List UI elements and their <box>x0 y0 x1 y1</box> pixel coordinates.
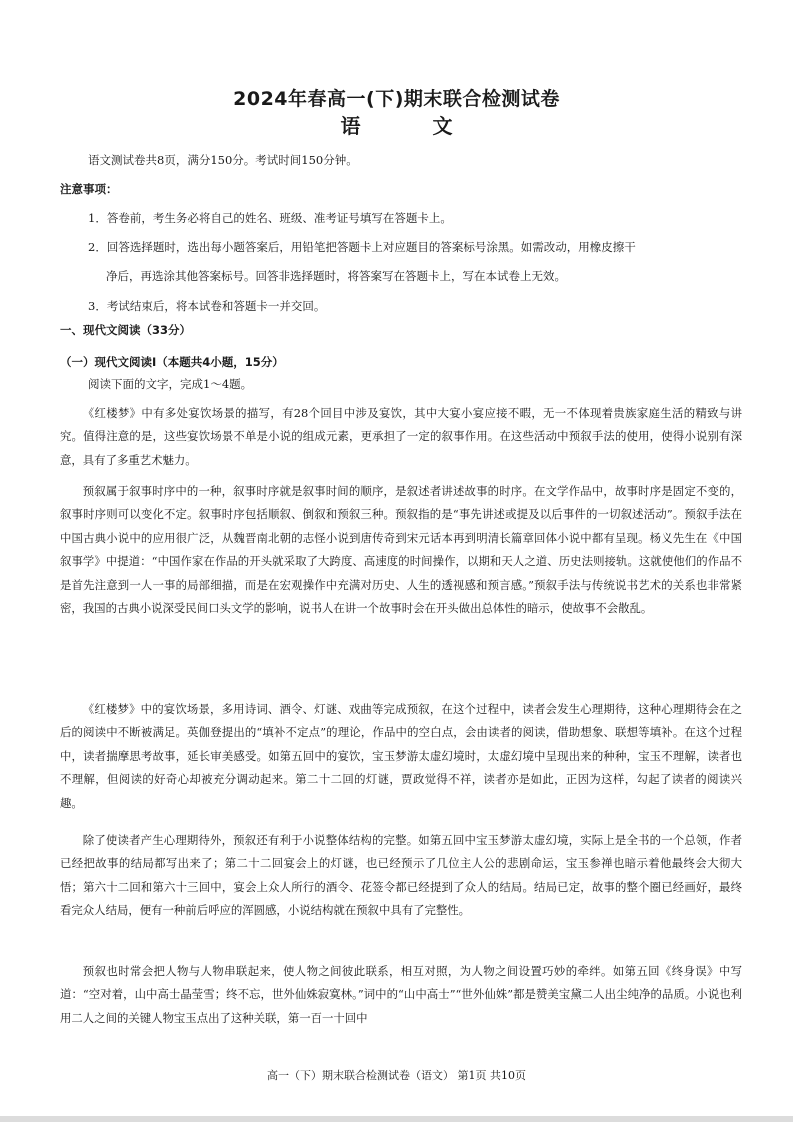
exam-title: 2024年春高一(下)期末联合检测试卷 <box>233 88 560 110</box>
section-heading: 一、现代文阅读（33分） <box>60 323 192 337</box>
passage-paragraph: 除了使读者产生心理期待外，预叙还有利于小说整体结构的完整。如第五回中宝玉梦游太虚幻境，实际上是全书的一个总领，作者已经把故事的结局都写出来了；第二十二回宴会上的灯谜，也已经预示了几位主人公的悲剧命运，宝玉参禅也暗示着他最终会大彻大悟；第六十二回和第六十三回中，宴会上众人所行的酒令、花签令都已经提到了众人的结局。结局已定，故事的整个圈已经画好，最终看完众人结局，便有一种前后呼应的浑圆感，小说结构就在预叙中具有了完整性。 <box>60 833 742 918</box>
intro-text: 语文测试卷共8页，满分150分。考试时间150分钟。 <box>88 153 358 167</box>
passage-paragraph: 《红楼梦》中有多处宴饮场景的描写，有28个回目中涉及宴饮，其中大宴小宴应接不暇，无一不体现着贵族家庭生活的精致与讲究。值得注意的是，这些宴饮场景不单是小说的组成元素，更承担了一定的叙事作用。在这些活动中预叙手法的使用，使得小说别有深意，具有了多重艺术魅力。 <box>60 406 742 467</box>
notice-item: 1．答卷前，考生务必将自己的姓名、班级、准考证号填写在答题卡上。 <box>88 211 452 225</box>
subject-title: 语 文 <box>340 114 479 138</box>
page-footer: 高一（下）期末联合检测试卷（语文） 第1页 共10页 <box>267 1069 526 1082</box>
reading-instruction: 阅读下面的文字，完成1～4题。 <box>88 377 253 391</box>
scan-edge <box>0 1116 793 1122</box>
notice-item: 3．考试结束后，将本试卷和答题卡一并交回。 <box>88 299 326 313</box>
passage-paragraph: 预叙属于叙事时序中的一种，叙事时序就是叙事时间的顺序，是叙述者讲述故事的时序。在文学作品中，故事时序是固定不变的，叙事时序则可以变化不定。叙事时序包括顺叙、倒叙和预叙三种。预叙指的是“事先讲述或提及以后事件的一切叙述活动”。预叙手法在中国古典小说中的应用很广泛，从魏晋南北朝的志怪小说到唐传奇到宋元话本再到明清长篇章回体小说中都有呈现。杨义先生在《中国叙事学》中提道：“中国作家在作品的开头就采取了大跨度、高速度的时间操作，以期和天人之道、历史法则接轨。这就使他们的作品不是首先注意到一人一事的局部细描，而是在宏观操作中充满对历史、人生的透视感和预言感。”预叙手法与传统说书艺术的关系也非常紧密，我国的古典小说深受民间口头文学的影响，说书人在讲一个故事时会在开头做出总体性的暗示，使故事不会散乱。 <box>60 484 742 616</box>
subsection-heading: （一）现代文阅读Ⅰ（本题共4小题，15分） <box>60 355 284 369</box>
passage-paragraph: 《红楼梦》中的宴饮场景，多用诗词、酒令、灯谜、戏曲等完成预叙，在这个过程中，读者会发生心理期待，这种心理期待会在之后的阅读中不断被满足。英伽登提出的“填补不定点”的理论，作品中的空白点，会由读者的阅读，借助想象、联想等填补。在这个过程中，读者揣摩思考故事，延长审美感受。如第五回中的宴饮，宝玉梦游太虚幻境时，太虚幻境中呈现出来的种种，宝玉不理解，读者也不理解，但阅读的好奇心却被充分调动起来。第二十二回的灯谜，贾政觉得不祥，读者亦是如此，正因为这样，勾起了读者的阅读兴趣。 <box>60 702 742 810</box>
notice-heading: 注意事项： <box>60 182 118 196</box>
notice-item-continuation: 净后，再选涂其他答案标号。回答非选择题时，将答案写在答题卡上，写在本试卷上无效。 <box>106 269 566 283</box>
passage-paragraph: 预叙也时常会把人物与人物串联起来，使人物之间彼此联系，相互对照，为人物之间设置巧妙的牵绊。如第五回《终身误》中写道：“空对着，山中高士晶莹雪；终不忘，世外仙姝寂寞林。”词中的“山中高士”“世外仙姝”都是赞美宝黛二人出尘纯净的品质。小说也利用二人之间的关键人物宝玉点出了这种关联，第一百一十回中 <box>60 964 742 1025</box>
notice-item: 2．回答选择题时，选出每小题答案后，用铅笔把答题卡上对应题目的答案标号涂黑。如需改动，用橡皮擦干 <box>88 240 636 254</box>
